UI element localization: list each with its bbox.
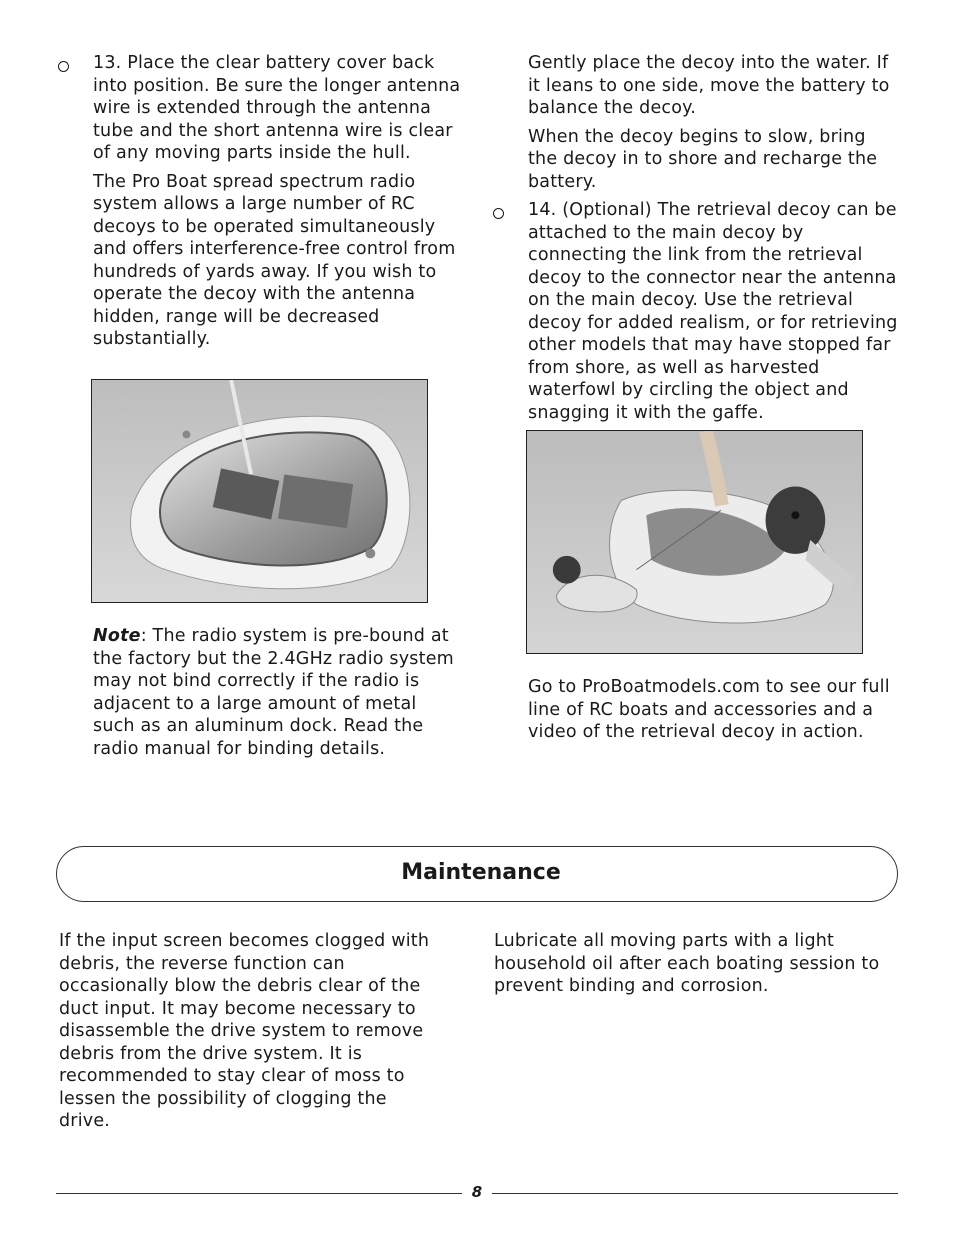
note-text: : The radio system is pre-bound at the factory but the 2.4GHz radio system may not bind correctly if the radio is adjacent to a large amount of metal such as an aluminum dock. Read the radio manual for binding details. — [93, 626, 454, 759]
maintenance-left-paragraph: If the input screen becomes clogged with debris, the reverse function can occasionally blow the debris clear of the duct input. It may become necessary to disassemble the drive system to remove debris from the drive system. It is recommended to stay clear of moss to lessen the possibility of clogging the drive. — [59, 931, 430, 1131]
website-paragraph: Go to ProBoatmodels.com to see our full line of RC boats and accessories and a video of the retrieval decoy in action. — [528, 677, 890, 742]
step-14-text — [528, 199, 898, 424]
step-13-paragraph: 13. Place the clear battery cover back into position. Be sure the longer antenna wire is extended through the antenna tube and the short antenna wire is clear of any moving parts inside the hull. — [93, 53, 461, 163]
maintenance-right-paragraph: Lubricate all moving parts with a light household oil after each boating session to prevent binding and corrosion. — [494, 931, 880, 996]
radio-system-paragraph: The Pro Boat spread spectrum radio system allows a large number of RC decoys to be operated simultaneously and offers interference-free control from hundreds of yards away. If you wish to operate the decoy with the antenna hidden, range will be decreased substantially. — [93, 171, 456, 349]
hull-battery-cover-photo — [91, 379, 428, 603]
website-block — [528, 676, 896, 744]
note-block — [93, 625, 461, 760]
maintenance-left — [59, 930, 443, 1133]
recharge-paragraph: When the decoy begins to slow, bring the decoy in to shore and recharge the battery. — [528, 126, 878, 192]
note-label: Note — [93, 626, 141, 646]
page-number: 8 — [471, 1183, 483, 1201]
water-paragraph: Gently place the decoy into the water. If it leans to one side, move the battery to balance the decoy. — [528, 53, 890, 118]
step-13-text — [93, 52, 461, 351]
footer-rule-right — [492, 1193, 898, 1194]
right-column-top — [528, 52, 896, 193]
step-14-paragraph: 14. (Optional) The retrieval decoy can be attached to the main decoy by connecting the link from the retrieval decoy to the connector near the antenna on the main decoy. Use the retrieval decoy for added realism, or for retrieving other models that may have stopped far from shore, as well as harvested waterfowl by circling the object and snagging it with the gaffe. — [528, 200, 898, 423]
bullet-icon — [58, 61, 69, 72]
bullet-icon — [493, 208, 504, 219]
footer-rule-left — [56, 1193, 462, 1194]
maintenance-banner — [56, 846, 898, 902]
maintenance-right — [494, 930, 886, 998]
retrieval-decoy-photo — [526, 430, 863, 654]
maintenance-title: Maintenance — [401, 860, 561, 885]
